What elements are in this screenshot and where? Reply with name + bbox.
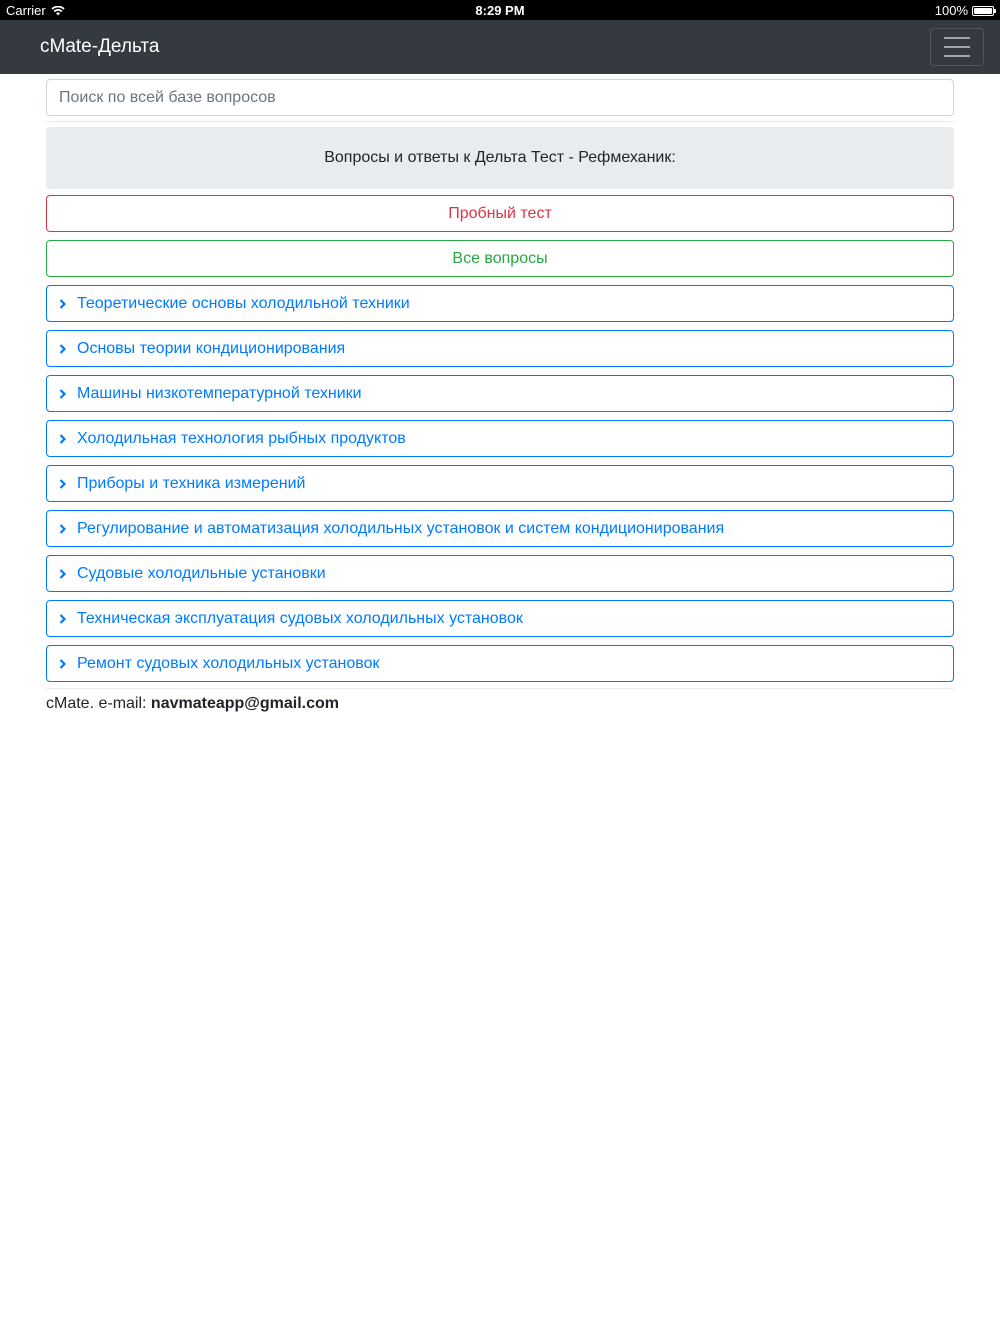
clock: 8:29 PM xyxy=(475,3,525,18)
all-questions-button[interactable]: Все вопросы xyxy=(46,240,954,277)
chevron-right-icon xyxy=(59,389,69,399)
footer-prefix: cMate. e-mail: xyxy=(46,695,151,712)
practice-test-button[interactable]: Пробный тест xyxy=(46,195,954,232)
chevron-right-icon xyxy=(59,569,69,579)
topic-item-instruments[interactable] xyxy=(46,465,954,502)
battery-percent: 100% xyxy=(934,3,968,18)
battery-icon xyxy=(972,6,994,16)
page-title: Вопросы и ответы к Дельта Тест - Рефмеханик: xyxy=(324,149,676,166)
chevron-right-icon xyxy=(59,659,69,669)
topic-label: Судовые холодильные установки xyxy=(77,564,326,582)
main-content xyxy=(46,79,954,713)
chevron-right-icon xyxy=(59,344,69,354)
topic-label: Ремонт судовых холодильных установок xyxy=(77,654,380,672)
topic-item-theory-refrigeration[interactable] xyxy=(46,285,954,322)
search-input[interactable] xyxy=(46,79,954,116)
topic-item-automation[interactable] xyxy=(46,510,954,547)
navbar-brand[interactable]: cMate-Дельта xyxy=(40,36,160,57)
topic-item-air-conditioning[interactable] xyxy=(46,330,954,367)
footer-email[interactable]: navmateapp@gmail.com xyxy=(150,695,340,712)
topic-label: Регулирование и автоматизация холодильных установок и систем кондиционирования xyxy=(77,519,725,537)
divider xyxy=(46,121,954,122)
menu-toggle-button[interactable] xyxy=(930,28,984,66)
hamburger-icon xyxy=(944,37,970,39)
topic-list xyxy=(46,285,954,682)
divider xyxy=(46,688,954,689)
topic-label: Холодильная технология рыбных продуктов xyxy=(77,429,406,447)
battery-indicator xyxy=(935,3,994,18)
topic-item-repair[interactable] xyxy=(46,645,954,682)
topic-item-fish-refrigeration[interactable] xyxy=(46,420,954,457)
chevron-right-icon xyxy=(59,434,69,444)
footer xyxy=(46,695,954,713)
topic-label: Основы теории кондиционирования xyxy=(77,339,346,357)
navbar xyxy=(0,20,1000,74)
chevron-right-icon xyxy=(59,299,69,309)
chevron-right-icon xyxy=(59,524,69,534)
topic-item-marine-installations[interactable] xyxy=(46,555,954,592)
topic-item-low-temp-machines[interactable] xyxy=(46,375,954,412)
topic-label: Приборы и техника измерений xyxy=(77,474,306,492)
status-bar xyxy=(0,0,1000,20)
topic-label: Теоретические основы холодильной техники xyxy=(77,294,410,312)
chevron-right-icon xyxy=(59,614,69,624)
topic-label: Техническая эксплуатация судовых холодильных установок xyxy=(77,609,523,627)
chevron-right-icon xyxy=(59,479,69,489)
topic-label: Машины низкотемпературной техники xyxy=(77,384,362,402)
topic-item-operation[interactable] xyxy=(46,600,954,637)
carrier-label: Carrier xyxy=(6,3,46,18)
page-header xyxy=(46,127,954,189)
